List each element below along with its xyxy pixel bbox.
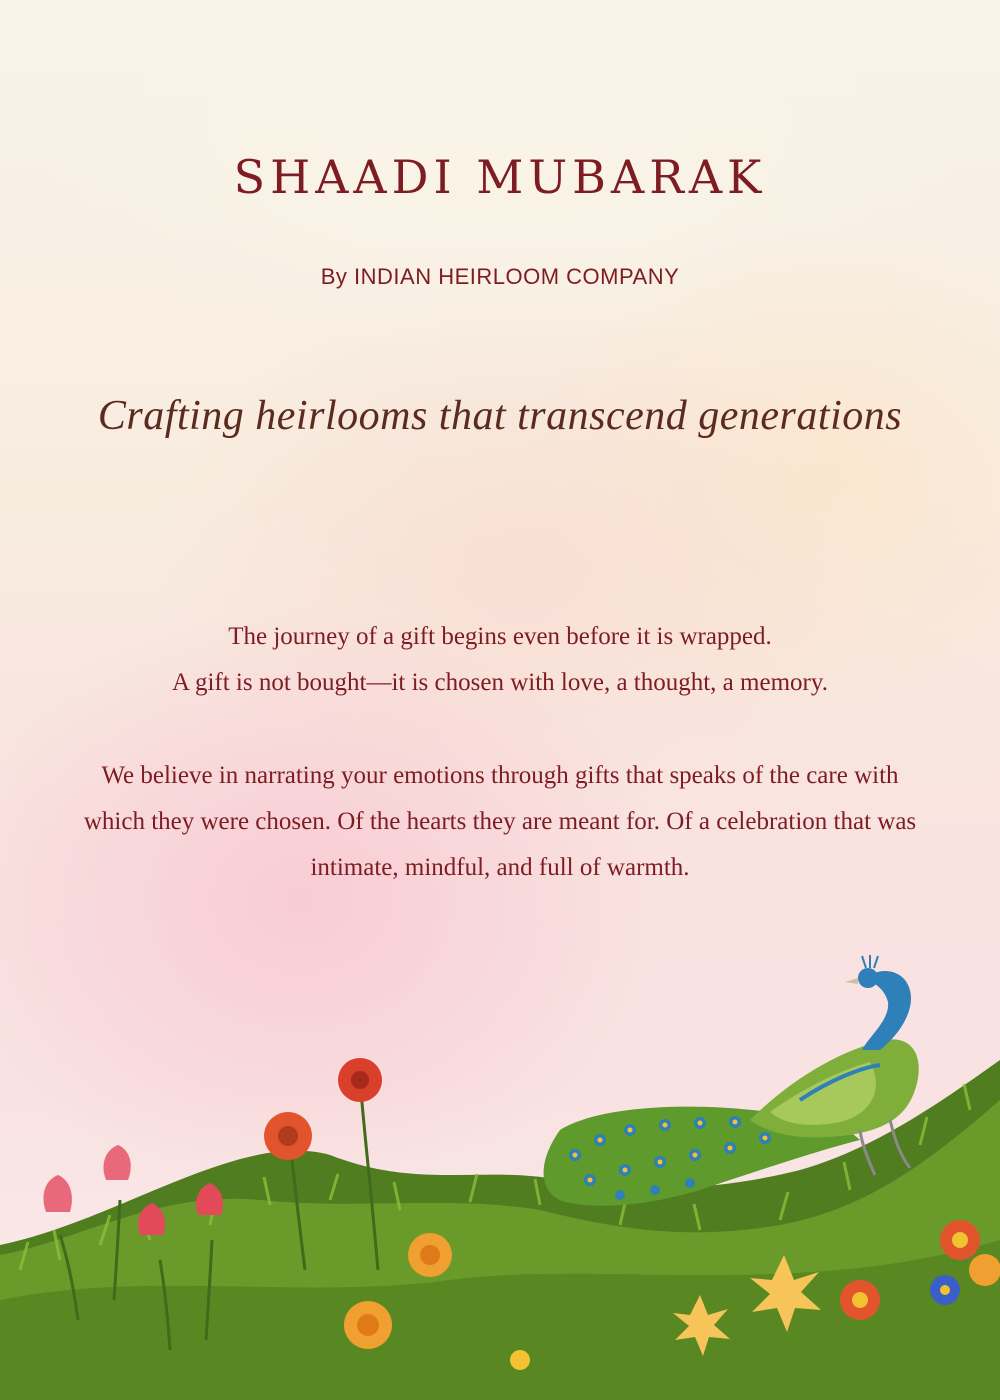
peacock-meadow-illustration — [0, 940, 1000, 1400]
intro-line-2: A gift is not bought—it is chosen with love, a thought, a memory. — [172, 669, 828, 696]
tagline: Crafting heirlooms that transcend generations — [97, 393, 903, 439]
blue-flower-icon — [930, 1275, 960, 1305]
belief-paragraph: We believe in narrating your emotions through gifts that speaks of the care with which they were chosen. Of the hearts they are meant for. Of a celebration that was intimate, mindful, and full of warmth. — [83, 762, 917, 881]
intro-paragraph — [80, 614, 920, 706]
byline: By INDIAN HEIRLOOM COMPANY — [320, 264, 680, 289]
page-title: SHAADI MUBARAK — [233, 150, 767, 204]
intro-line-1: The journey of a gift begins even before it is wrapped. — [228, 623, 772, 650]
